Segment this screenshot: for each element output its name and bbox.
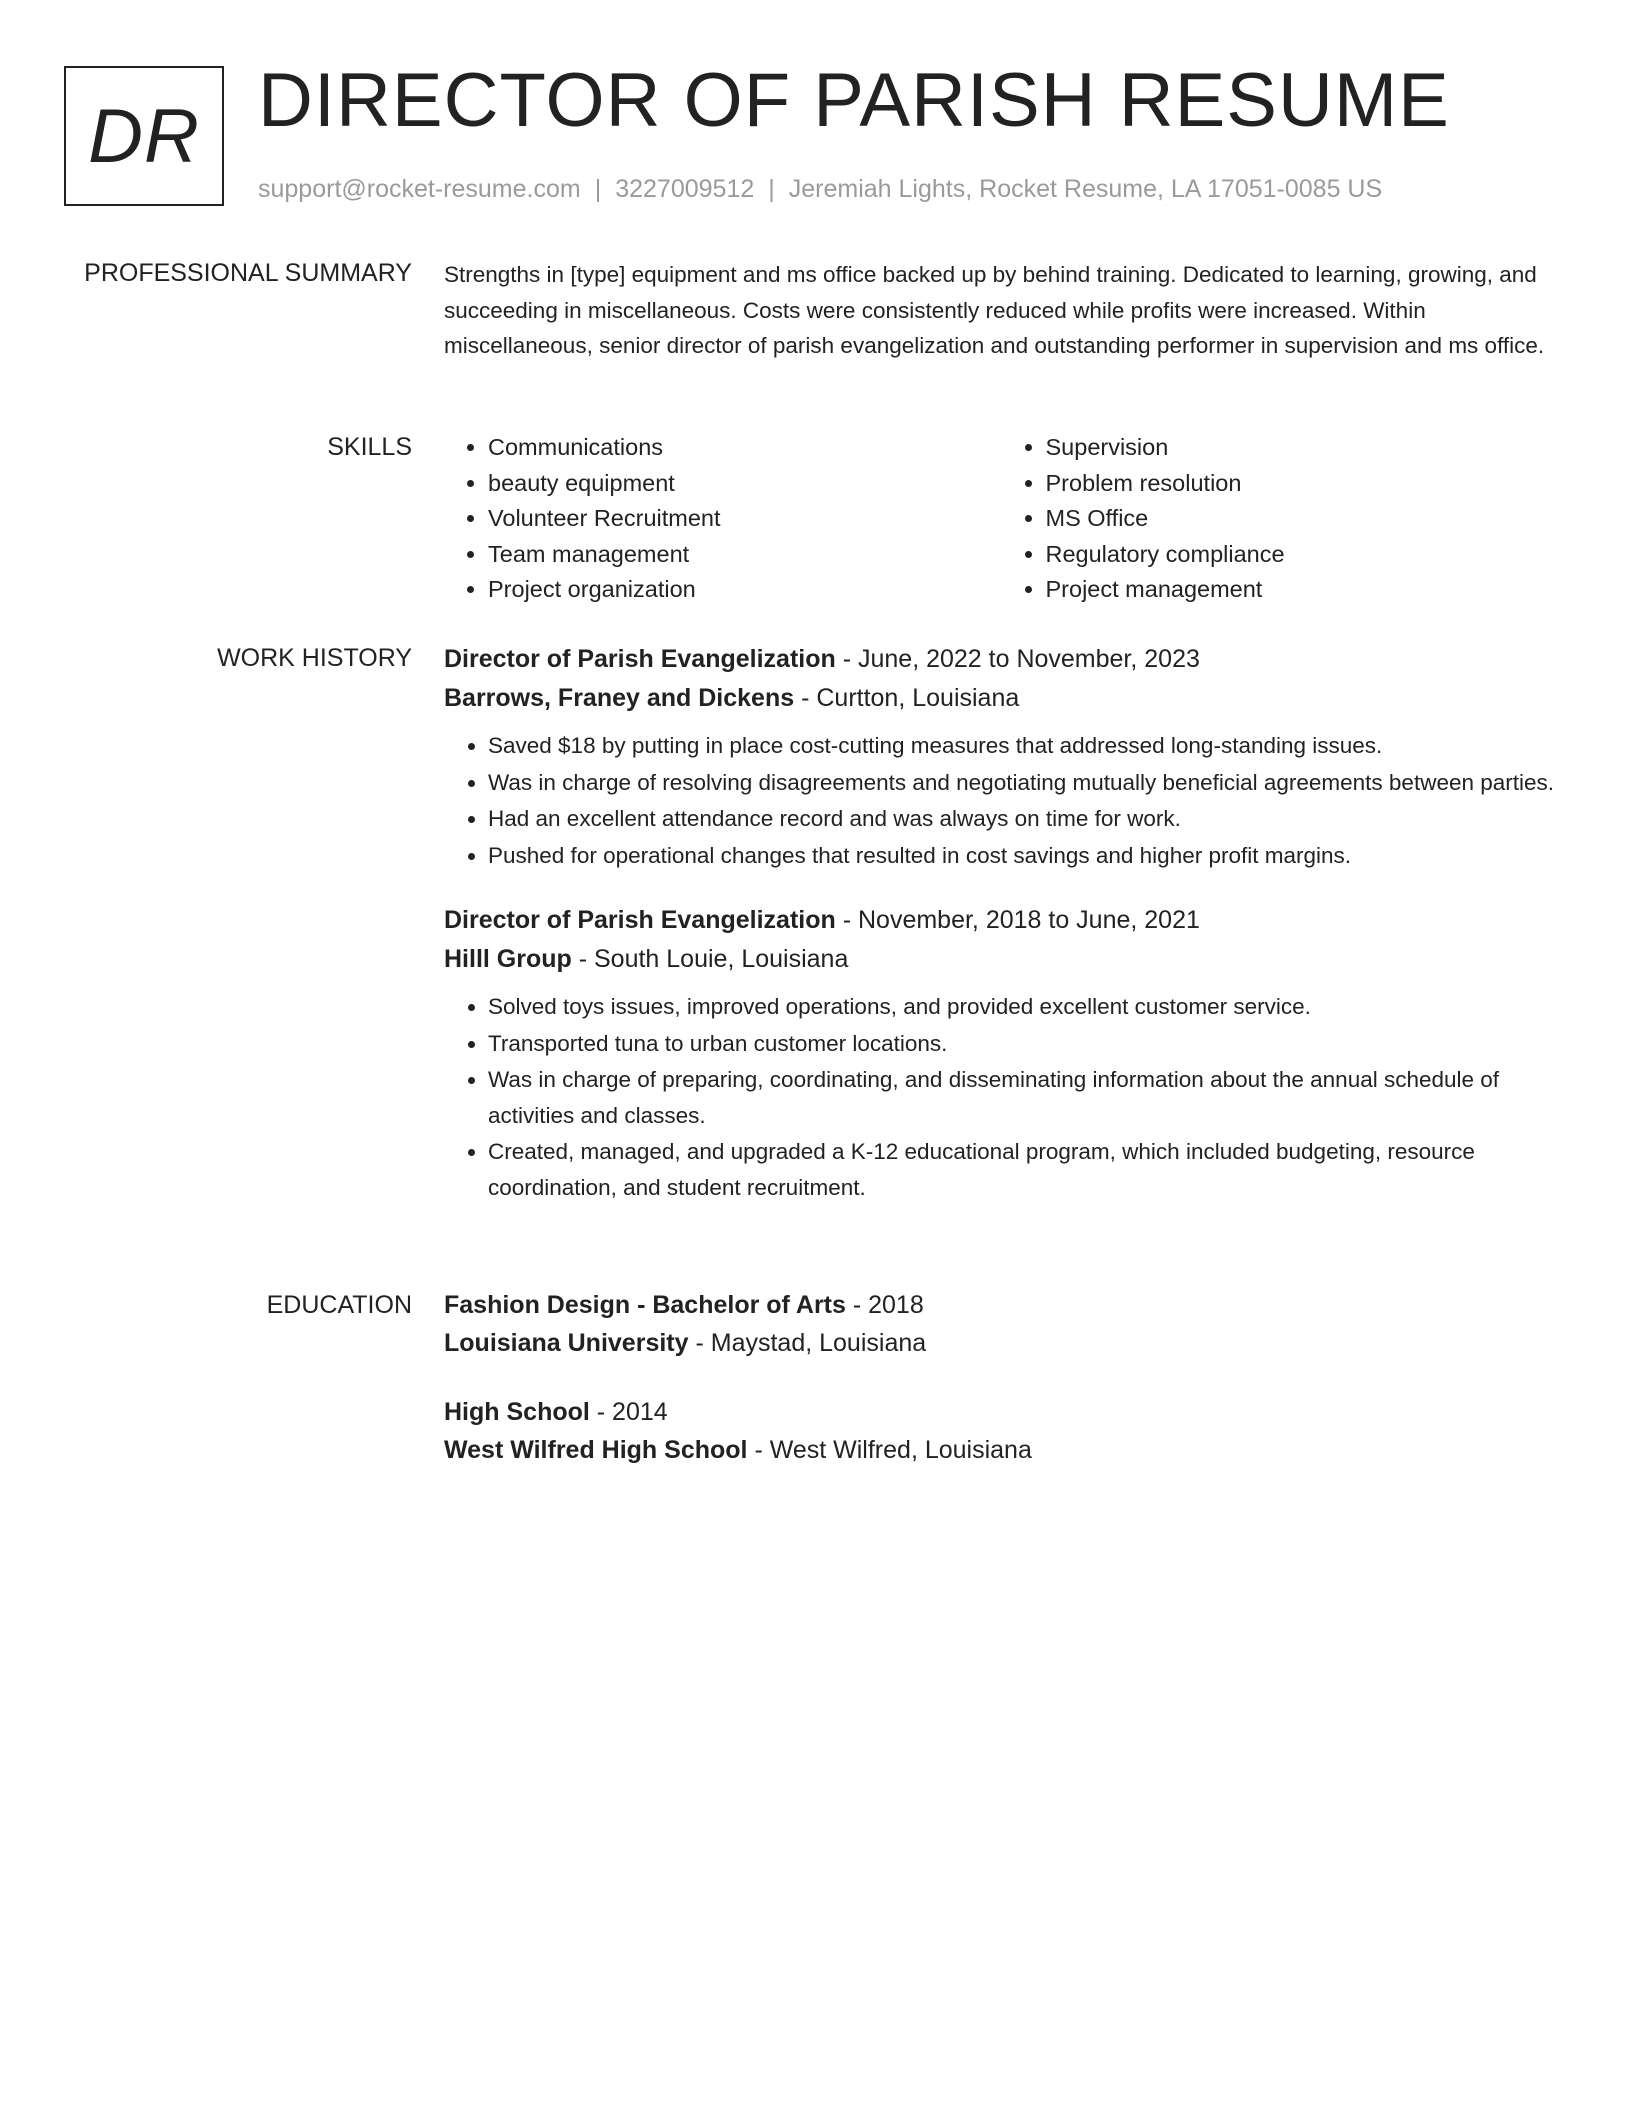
contact-address: Jeremiah Lights, Rocket Resume, LA 17051-0085 US xyxy=(788,175,1383,203)
education-school-line xyxy=(444,1324,1559,1362)
contact-phone: 3227009512 xyxy=(615,175,755,203)
contact-separator: | xyxy=(594,175,602,203)
page-title: DIRECTOR OF PARISH RESUME xyxy=(258,58,1450,143)
skills-list-left xyxy=(444,430,1002,608)
section-label-summary: PROFESSIONAL SUMMARY xyxy=(84,259,412,287)
skill-item: • Project management xyxy=(1046,572,1560,608)
education-entry xyxy=(444,1393,1559,1469)
job-company: Barrows, Franey and Dickens xyxy=(444,684,795,712)
education-degree: Fashion Design - Bachelor of Arts xyxy=(444,1291,846,1319)
skill-item: • Project organization xyxy=(488,572,1002,608)
skills-body xyxy=(444,430,1559,608)
job-title-line xyxy=(444,901,1559,940)
education-location: - Maystad, Louisiana xyxy=(688,1329,927,1357)
skills-columns xyxy=(444,430,1559,608)
section-label-work-history: WORK HISTORY xyxy=(217,644,412,672)
education-year: - 2014 xyxy=(589,1398,668,1426)
skill-item: • Supervision xyxy=(1046,430,1560,466)
job-location: - South Louie, Louisiana xyxy=(571,945,849,973)
education-degree-line xyxy=(444,1286,1559,1324)
job-bullet: • Pushed for operational changes that resulted in cost savings and higher profit margins. xyxy=(488,838,1559,874)
contact-email: support@rocket-resume.com xyxy=(258,175,581,203)
summary-body xyxy=(444,257,1559,364)
job-bullet: • Was in charge of resolving disagreements and negotiating mutually beneficial agreements between parties. xyxy=(488,765,1559,801)
job-bullet: • Was in charge of preparing, coordinating, and disseminating information about the annual schedule of activities and classes. xyxy=(488,1062,1559,1133)
section-label-education: EDUCATION xyxy=(266,1291,412,1319)
skill-item: • Regulatory compliance xyxy=(1046,537,1560,573)
job-title: Director of Parish Evangelization xyxy=(444,906,836,934)
education-school: West Wilfred High School xyxy=(444,1436,748,1464)
job-bullet-list xyxy=(444,728,1559,873)
skill-item: • MS Office xyxy=(1046,501,1560,537)
skill-item: • Problem resolution xyxy=(1046,466,1560,502)
job-bullet: • Saved $18 by putting in place cost-cutting measures that addressed long-standing issues. xyxy=(488,728,1559,764)
job-location: - Curtton, Louisiana xyxy=(794,684,1020,712)
job-title-line xyxy=(444,640,1559,679)
education-degree: High School xyxy=(444,1398,590,1426)
skill-item: • Communications xyxy=(488,430,1002,466)
job-title: Director of Parish Evangelization xyxy=(444,645,836,673)
education-entry xyxy=(444,1286,1559,1362)
job-company: Hilll Group xyxy=(444,945,572,973)
work-history-body xyxy=(444,640,1559,1233)
summary-text: Strengths in [type] equipment and ms office backed up by behind training. Dedicated to learning, growing, and succeeding in miscellaneous. Costs were consistently reduced while profits were increased. Within miscellaneous, senior director of parish evangelization and outstanding performer in supervision and ms office. xyxy=(444,262,1545,358)
education-school-line xyxy=(444,1431,1559,1469)
job-entry xyxy=(444,640,1559,873)
skill-item: • Team management xyxy=(488,537,1002,573)
skills-list-right xyxy=(1002,430,1560,608)
job-dates: - November, 2018 to June, 2021 xyxy=(835,906,1200,934)
job-entry xyxy=(444,901,1559,1205)
contact-line xyxy=(258,172,1382,206)
job-company-line xyxy=(444,940,1559,979)
education-degree-line xyxy=(444,1393,1559,1431)
monogram-badge xyxy=(64,66,224,206)
education-year: - 2018 xyxy=(845,1291,924,1319)
job-bullet: • Created, managed, and upgraded a K-12 educational program, which included budgeting, resource coordination, and student recruitment. xyxy=(488,1134,1559,1205)
job-bullet: • Had an excellent attendance record and was always on time for work. xyxy=(488,801,1559,837)
skill-item: • Volunteer Recruitment xyxy=(488,501,1002,537)
skill-item: • beauty equipment xyxy=(488,466,1002,502)
job-bullet: • Solved toys issues, improved operations, and provided excellent customer service. xyxy=(488,989,1559,1025)
monogram-initials: DR xyxy=(88,93,200,179)
job-company-line xyxy=(444,679,1559,718)
contact-separator: | xyxy=(768,175,775,203)
job-bullet: • Transported tuna to urban customer locations. xyxy=(488,1026,1559,1062)
section-label-skills: SKILLS xyxy=(327,433,412,461)
education-school: Louisiana University xyxy=(444,1329,689,1357)
job-bullet-list xyxy=(444,989,1559,1205)
education-body xyxy=(444,1286,1559,1500)
education-location: - West Wilfred, Louisiana xyxy=(747,1436,1032,1464)
job-dates: - June, 2022 to November, 2023 xyxy=(835,645,1200,673)
